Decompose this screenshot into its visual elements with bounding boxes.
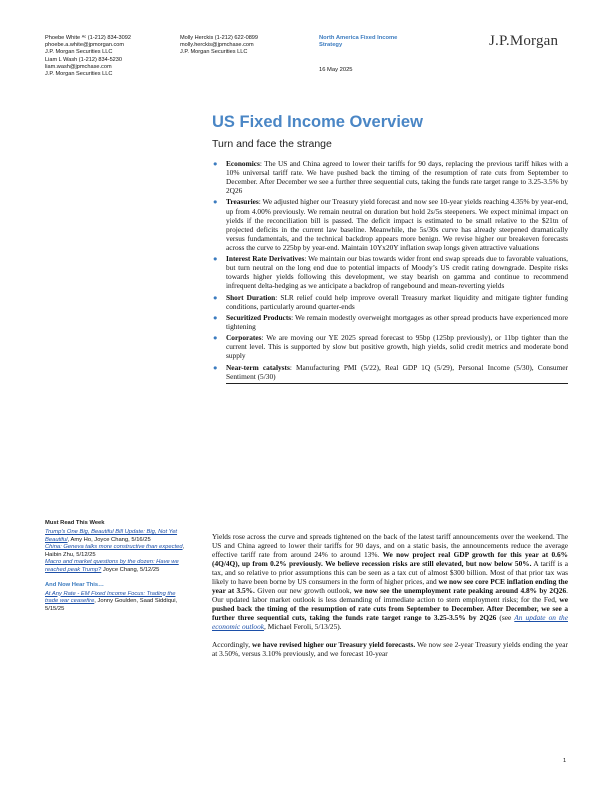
reading-list-item [45, 529, 188, 544]
contact-line: Molly Herckis (1-212) 622-0899 [180, 35, 259, 41]
reading-list-item [45, 591, 188, 614]
author-contacts-secondary [180, 35, 258, 57]
bullet-heading: Economics [226, 159, 260, 168]
contact-line: J.P. Morgan Securities LLC [45, 49, 113, 56]
bullet-dot-icon: ● [213, 312, 218, 322]
bullet-dot-icon: ● [213, 333, 218, 343]
summary-bullets [212, 159, 568, 384]
body-text [212, 532, 568, 666]
bullet-text: : SLR relief could help improve overall Treasury market liquidity and mitigate tighter funding conditions, particularly around quarter-ends [226, 292, 568, 311]
reading-link[interactable]: Macro and market questions by the dozen: Have we reached peak Trump? [45, 559, 179, 573]
bullet-dot-icon: ● [213, 362, 218, 372]
sidebar [45, 520, 188, 613]
bullet-heading: Securitized Products [226, 312, 292, 322]
reading-byline: , Haibin Zhu, 5/12/25 [45, 544, 185, 558]
author-contacts-primary [45, 35, 131, 78]
bullet-dot-icon: ● [213, 292, 218, 302]
bullet-item [212, 313, 568, 331]
bullet-item [212, 293, 568, 311]
page-title: US Fixed Income Overview [212, 113, 423, 131]
body-paragraph-1: Yields rose across the curve and spreads tightened on the back of the latest tariff announcements over the weekend. The US and China agreed to lower their tariffs for 90 days, and on a static basis, the announcements reduce the average effective tariff rate from around 24% to around 13%. We now project real GDP growth for this year at 0.6% (4Q/4Q), up from 0.2% previously. We believe recession risks are still elevated, but now below 50%. A tariff is a tax, and so relative to prior assumptions this can be seen as a tax cut of almost $300 billion. Most of that prior tax was likely to have been borne by US consumers in the form of higher prices, and we now see core PCE inflation ending the year at 3.5%. Given our new growth outlook, we now see the unemployment rate peaking around 4.8% by 2Q26. Our updated labor market outlook is less demanding of immediate action to stem employment risks; for the Fed, we pushed back the timing of the resumption of rate cuts from September to December. After December, we see a further three sequential cuts, taking the funds rate target range to 3.25-3.5% by 2Q26 (see An update on the economic outlook, Michael Feroli, 5/13/25). [212, 532, 569, 632]
bullet-item [212, 254, 568, 290]
economic-outlook-link[interactable]: An update on the economic outlook [212, 613, 568, 632]
bullet-text: : We are moving our YE 2025 spread forecast to 95bp (125bp previously), or 11bp tighter than the current level. This is supported by slow but positive growth, high yields, solid credit metrics and moderate bond supply [226, 333, 568, 361]
report-series [319, 35, 397, 50]
section-divider [226, 383, 568, 384]
contact-email-link[interactable]: phoebe.a.white@jpmorgan.com [45, 42, 125, 49]
reading-link[interactable]: Trump's One Big, Beautiful Bill Update: Big, Not Yet Beautiful [45, 529, 178, 543]
bullet-text: : We adjusted higher our Treasury yield forecast and now see 10-year yields reaching 4.35% by year-end, up from 4.00% previously. We remain neutral on duration but hold 2s/5s steepeners. We expect minimal impact on yields if the reconciliation bill is passed. The deficit impact is estimated to be small relative to the $21tn of projected deficits in the current law baseline. Meanwhile, the 5s/30s curve has already steepened dramatically versus fundamentals, and the technical backdrop appears more benign. We revise higher our breakeven forecasts across the curve to 225bp by year-end. Maintain 10Yx20Y inflation swap longs given attractive valuations [226, 197, 568, 252]
series-line: North America Fixed Income [319, 35, 398, 41]
contact-line: Liam L Wash (1-212) 834-5230 [45, 56, 123, 63]
and-now-list [45, 591, 188, 614]
page-number: 1 [563, 758, 567, 764]
and-now-heading: And Now Hear This… [45, 581, 104, 588]
page-subtitle: Turn and face the strange [212, 138, 332, 150]
reading-list-item [45, 559, 188, 574]
reading-link[interactable]: China: Geneva talks more constructive than expected [45, 544, 183, 551]
bullet-item [212, 333, 568, 360]
bullet-text: : We maintain our bias towards wider front end swap spreads due to favorable valuations, but turn neutral on the long end due to potential impacts of Moody’s US credit rating downgrade. Despite risks towards higher yields following this development, we stay bearish on gamma and continue to recommend infrequent delta-hedging as we anticipate a backdrop of rangebound and mean-reverting yields [226, 254, 569, 291]
bullet-dot-icon: ● [213, 254, 218, 264]
contact-email-link[interactable]: molly.herckis@jpmchase.com [180, 42, 254, 49]
bullet-text: : Manufacturing PMI (5/22), Real GDP 1Q (5/29), Personal Income (5/30), Consumer Sentiment (5/30) [226, 362, 568, 381]
bullet-list [212, 159, 568, 381]
reading-link[interactable]: At Any Rate - EM Fixed Income Focus: Trading the trade war ceasefire [45, 590, 176, 605]
jpmorgan-logo: J.P.Morgan [489, 33, 559, 49]
bullet-heading: Corporates [226, 333, 262, 343]
contact-line: J.P. Morgan Securities LLC [180, 49, 248, 56]
bullet-item [212, 159, 568, 195]
bullet-dot-icon: ● [213, 159, 218, 168]
reading-byline: , Amy Ho, Joyce Chang, 5/16/25 [67, 536, 151, 543]
contact-email-link[interactable]: liam.wash@jpmchase.com [45, 63, 112, 70]
bullet-item [212, 363, 568, 381]
bullet-dot-icon: ● [213, 197, 218, 207]
reading-byline: , Jonny Goulden, Saad Siddiqui, 5/15/25 [45, 598, 178, 612]
contact-line: Phoebe White ᴬᶜ (1-212) 834-3092 [45, 35, 131, 41]
reading-byline: Joyce Chang, 5/12/25 [101, 566, 160, 573]
body-paragraph-2: Accordingly, we have revised higher our Treasury yield forecasts. We now see 2-year Treasury yields ending the year at 3.50%, versus 3.10% previously, and we forecast 10-year [212, 639, 569, 658]
bullet-item [212, 197, 568, 251]
bullet-text: : We remain modestly overweight mortgages as other spread products have experienced more tightening [226, 312, 568, 331]
bullet-text: : The US and China agreed to lower their tariffs for 90 days, replacing the previous tariff hikes with a 10% universal tariff rate. We have pushed back the timing of the resumption of rate cuts from September to December. After December we see a further three sequential cuts, taking the funds rate target range to 3.25-3.5% by 2Q26 [226, 159, 568, 196]
reading-list-item [45, 544, 188, 559]
report-date: 16 May 2025 [319, 67, 353, 73]
bullet-heading: Short Duration [226, 292, 276, 302]
bullet-heading: Near-term catalysts [226, 362, 290, 372]
must-read-heading: Must Read This Week [45, 520, 105, 526]
contact-line: J.P. Morgan Securities LLC [45, 71, 113, 78]
must-read-list [45, 529, 188, 575]
series-line: Strategy [319, 42, 343, 49]
bullet-heading: Interest Rate Derivatives [226, 254, 305, 264]
bullet-heading: Treasuries [226, 197, 259, 207]
